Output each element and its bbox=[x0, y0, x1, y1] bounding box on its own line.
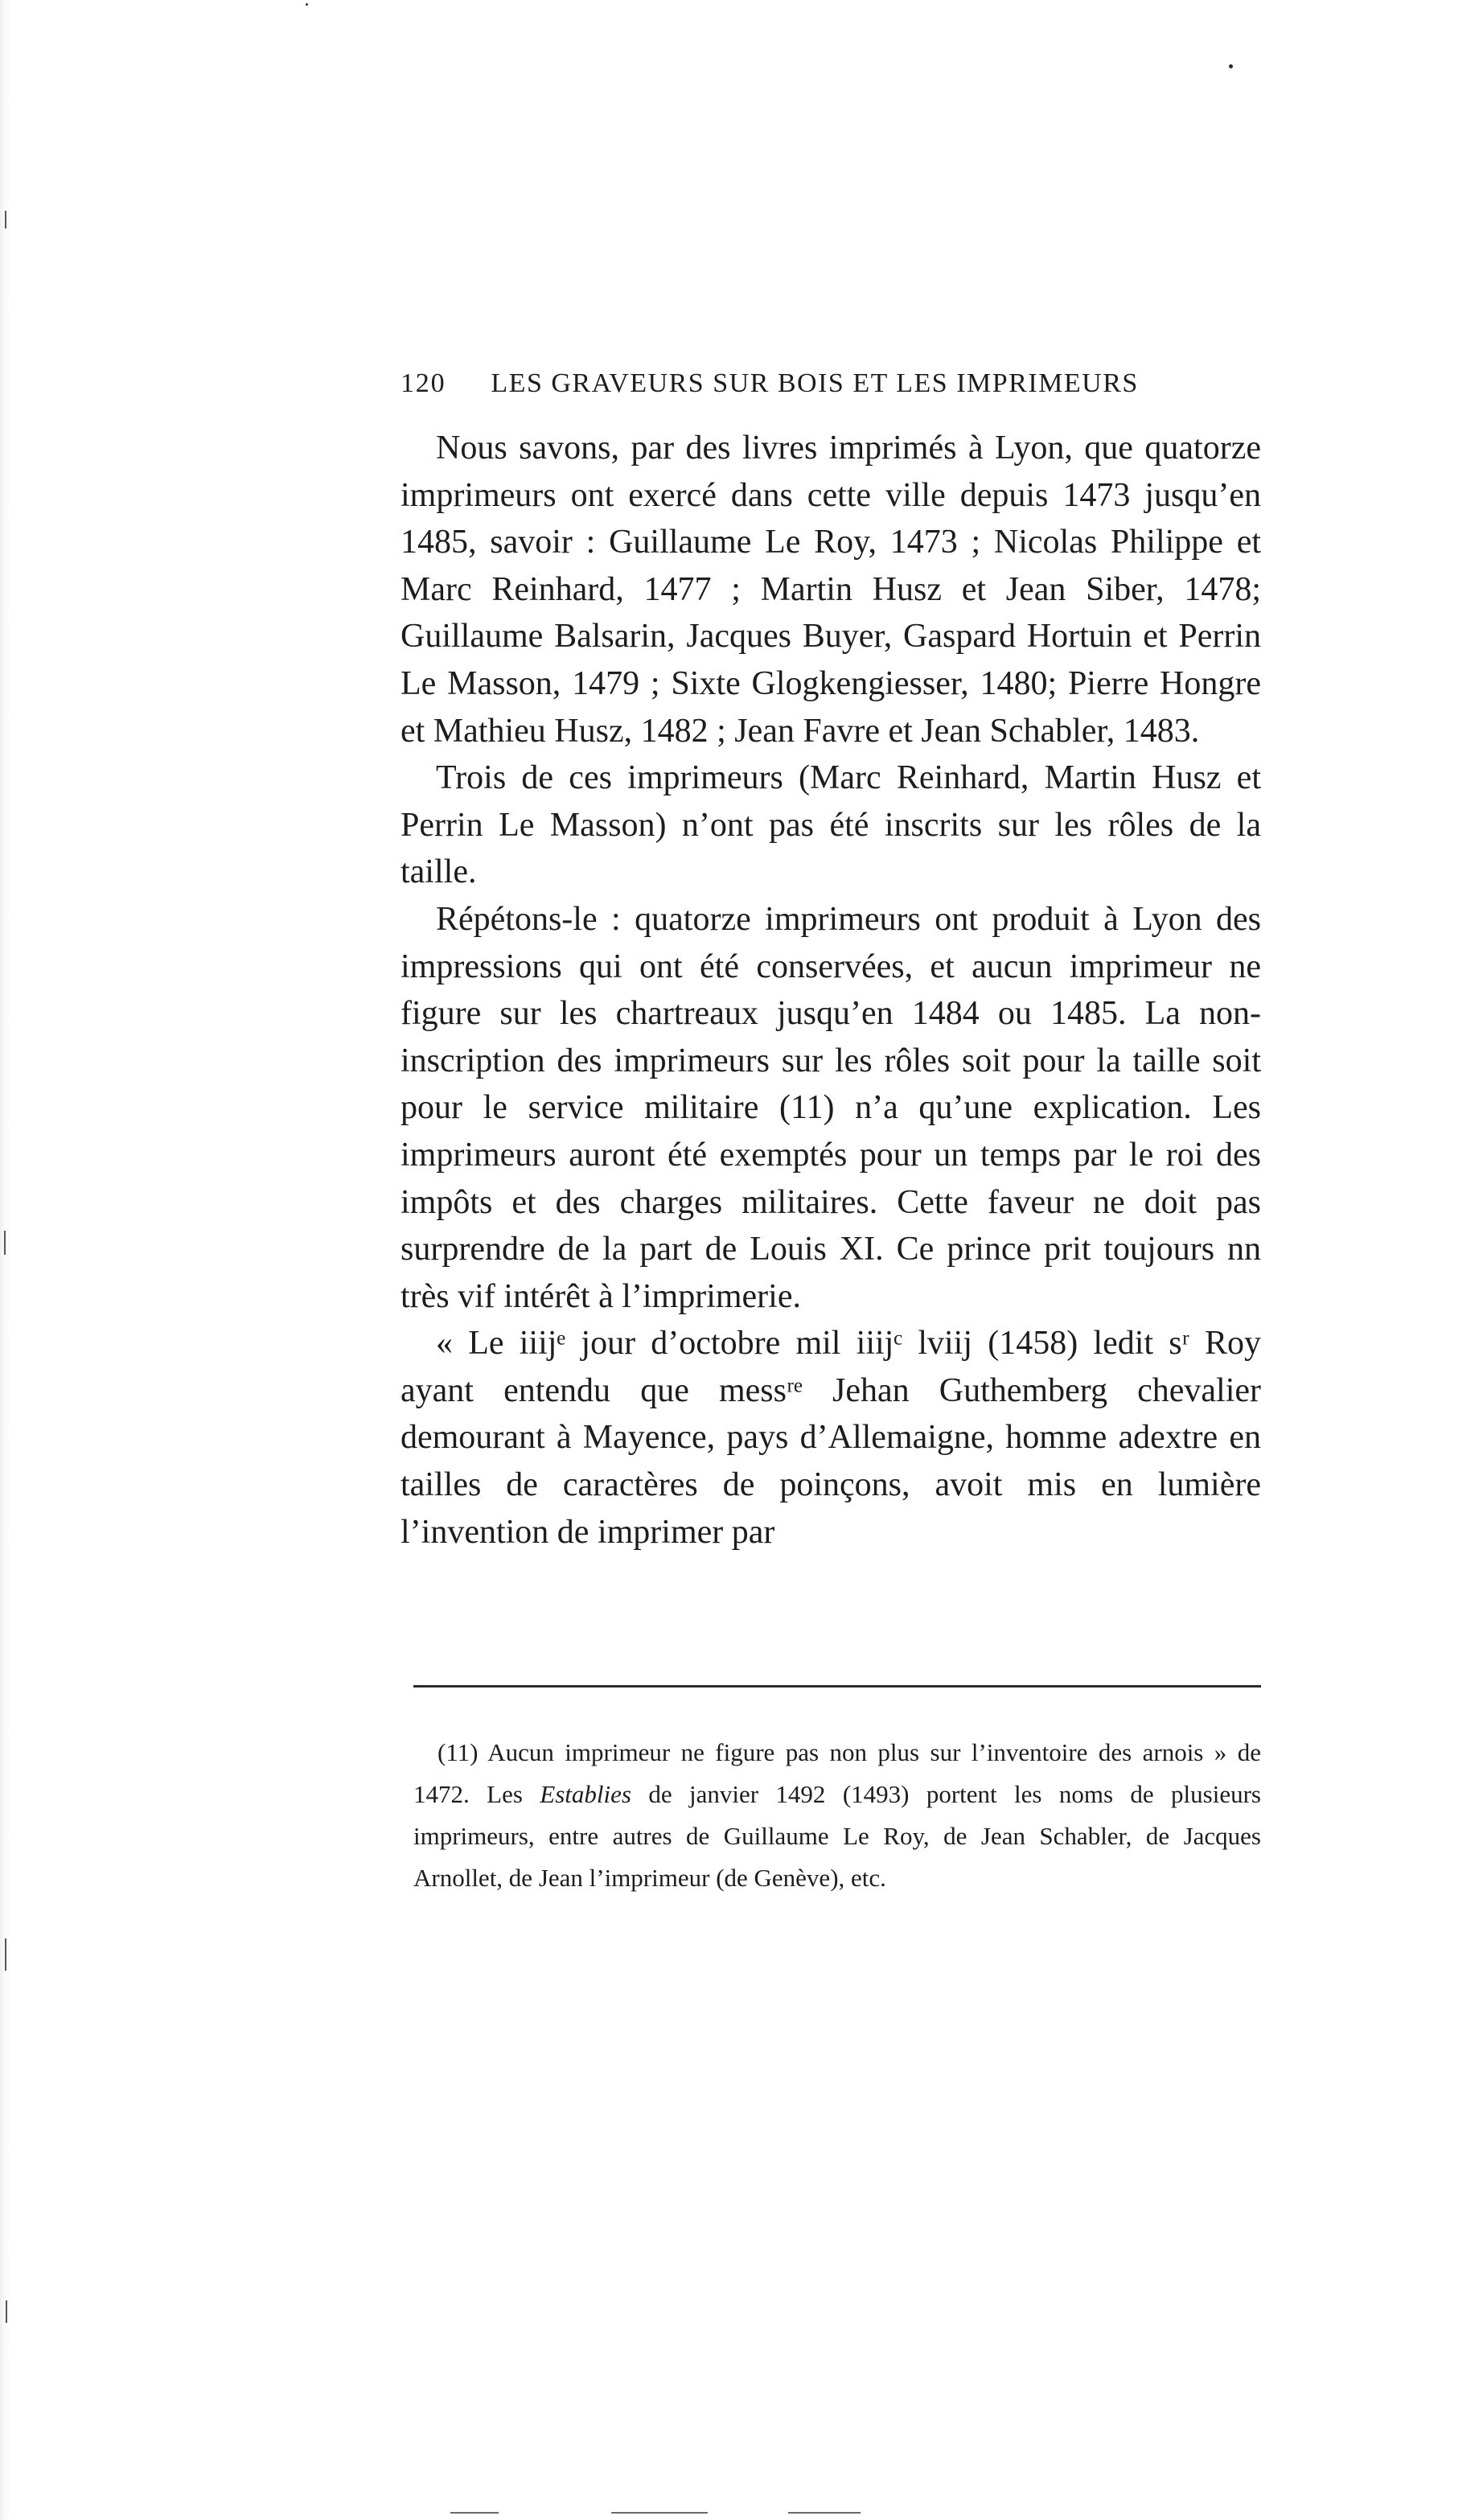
footnote-rule bbox=[413, 1685, 1261, 1688]
page-number: 120 bbox=[401, 368, 446, 398]
scan-speck bbox=[1229, 64, 1233, 68]
scan-mark bbox=[788, 2512, 861, 2514]
scan-mark bbox=[5, 1938, 6, 1971]
paragraph: Nous savons, par des livres imprimés à Lyon, que quatorze imprimeurs ont exercé dans cette ville depuis 1473 jusqu’en 1485, savoir : Guillaume Le Roy, 1473 ; Nicolas Philippe et Marc Reinhard, 1477 ; Martin Husz et Jean Siber, 1478; Guillaume Balsarin, Jacques Buyer, Gaspard Hortuin et Perrin Le Masson, 1479 ; Sixte Glogkengiesser, 1480; Pierre Hongre et Mathieu Husz, 1482 ; Jean Favre et Jean Schabler, 1483. bbox=[401, 430, 1261, 750]
scan-speck bbox=[306, 3, 308, 6]
scan-mark bbox=[5, 211, 6, 228]
body-text bbox=[401, 425, 1261, 1556]
paragraph: Répétons-le : quatorze imprimeurs ont produit à Lyon des impressions qui ont été conservées, et aucun imprimeur ne figure sur les chartreaux jusqu’en 1484 ou 1485. La non-inscription des imprimeurs sur les rôles soit pour la taille soit pour le service militaire (11) n’a qu’une explication. Les imprimeurs auront été exemptés pour un temps par le roi des impôts et des charges militaires. Cette faveur ne doit pas surprendre de la part de Louis XI. Ce prince prit toujours nn très vif intérêt à l’imprimerie. bbox=[401, 900, 1261, 1315]
running-head bbox=[401, 368, 1261, 404]
scan-bottom-marks bbox=[450, 2512, 1094, 2515]
paragraph: « Le iiijᵉ jour d’octobre mil iiijᶜ lviij (1458) ledit sʳ Roy ayant entendu que messʳᵉ Jehan Guthemberg chevalier demourant à Mayence, pays d’Allemaigne, homme adextre en tailles de caractères de poinçons, avoit mis en lumière l’invention de imprimer par bbox=[401, 1325, 1261, 1551]
scan-mark bbox=[4, 1231, 6, 1255]
running-title: LES GRAVEURS SUR BOIS ET LES IMPRIMEURS bbox=[491, 368, 1139, 398]
footnote-tail: de janvier 1492 (1493) portent les noms de plusieurs imprimeurs, entre autres de Guillaume Le Roy, de Jean Schabler, de Jacques Arnollet, de Jean l’imprimeur (de Genève), etc. bbox=[413, 1780, 1261, 1892]
scan-mark bbox=[611, 2512, 708, 2514]
scan-left-edge bbox=[0, 0, 11, 2520]
scan-mark bbox=[450, 2512, 499, 2514]
footnote-lead: (11) Aucun imprimeur ne figure pas non plus sur l’inventoire des arnois » de 1472. Les bbox=[413, 1738, 1261, 1808]
footnote-italic-title: Establies bbox=[540, 1780, 631, 1808]
scan-mark bbox=[6, 2300, 7, 2323]
footnote bbox=[413, 1732, 1261, 1899]
paragraph: Trois de ces imprimeurs (Marc Reinhard, Martin Husz et Perrin Le Masson) n’ont pas été inscrits sur les rôles de la taille. bbox=[401, 759, 1261, 891]
